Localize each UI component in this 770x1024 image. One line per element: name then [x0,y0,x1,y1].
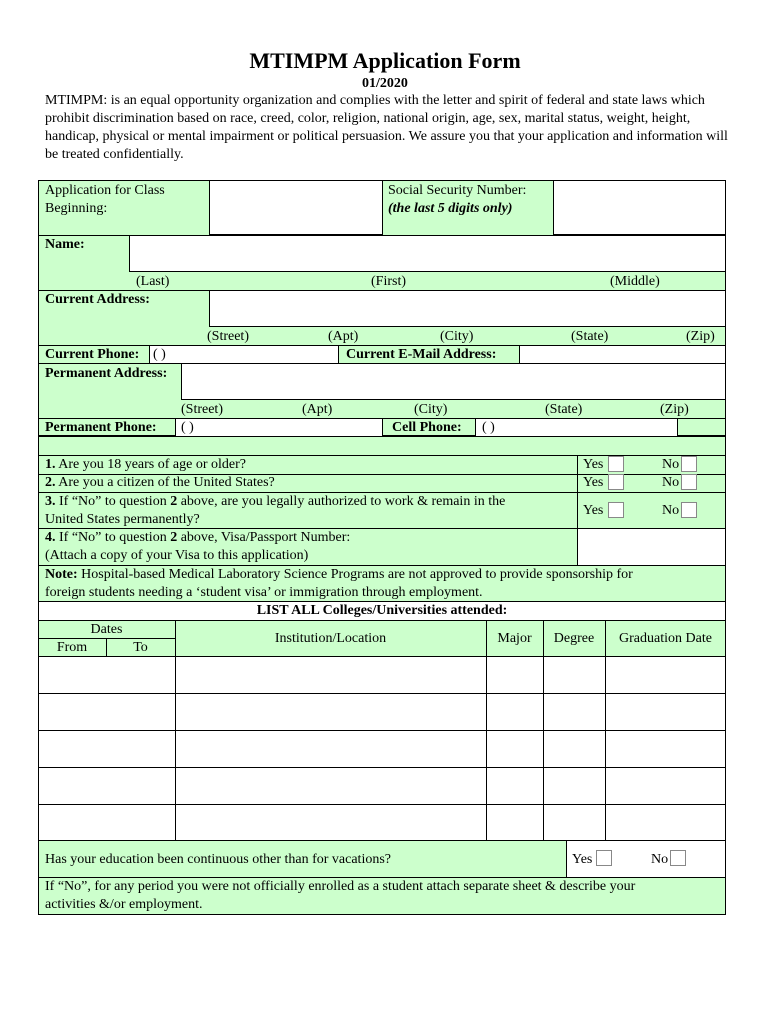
ssn-field[interactable] [553,180,726,235]
table-row [38,693,726,694]
cell-phone-field[interactable] [475,418,678,437]
continuous-no-checkbox[interactable] [670,850,686,866]
q1-yes-label: Yes [583,457,604,472]
q2-no-checkbox[interactable] [681,474,697,490]
question-2: 2. Are you a citizen of the United States? [45,475,275,490]
table-row [38,804,726,805]
col-dates: Dates [90,622,123,637]
current-email-field[interactable] [519,345,726,364]
col-from: From [56,640,88,655]
q3-yes-label: Yes [583,503,604,518]
perm-zip-hint: (Zip) [660,402,689,417]
q2-no-label: No [662,475,680,490]
q1-no-checkbox[interactable] [681,456,697,472]
current-phone-field[interactable] [149,345,339,364]
continuous-yes-label: Yes [572,852,593,867]
col-to: To [133,640,148,655]
col-institution: Institution/Location [274,631,387,646]
cell-phone-parens: ( ) [482,420,495,435]
name-label: Name: [45,237,85,252]
name-middle-hint: (Middle) [610,274,660,289]
street-hint: (Street) [207,329,249,344]
current-phone-parens: ( ) [153,347,166,362]
perm-apt-hint: (Apt) [302,402,333,417]
note-text-line2: foreign students needing a ‘student visa’ or immigration through employment. [45,585,483,600]
if-no-line1: If “No”, for any period you were not officially enrolled as a student attach separate sheet & describe your [45,879,636,894]
zip-hint: (Zip) [686,329,715,344]
apt-hint: (Apt) [328,329,359,344]
question-1: 1. Are you 18 years of age or older? [45,457,246,472]
q1-yes-checkbox[interactable] [608,456,624,472]
question-4-line2: (Attach a copy of your Visa to this application) [45,548,309,563]
continuous-question: Has your education been continuous other than for vacations? [45,852,392,867]
permanent-address-label: Permanent Address: [45,366,168,381]
question-4: 4. If “No” to question 2 above, Visa/Passport Number: [45,530,351,545]
class-beginning-field[interactable] [209,180,383,235]
class-label: Application for Class [45,183,165,198]
class-label-2: Beginning: [45,201,108,216]
q1-no-label: No [662,457,680,472]
if-no-line2: activities &/or employment. [45,897,203,912]
permanent-phone-parens: ( ) [181,420,194,435]
table-row [38,730,726,731]
perm-city-hint: (City) [414,402,448,417]
name-first-hint: (First) [371,274,406,289]
name-last-hint: (Last) [136,274,170,289]
q3-yes-checkbox[interactable] [608,502,624,518]
table-row [38,767,726,768]
ssn-note: (the last 5 digits only) [388,201,513,216]
visa-number-field[interactable] [577,528,726,566]
current-address-field[interactable] [209,290,726,327]
form-date: 01/2020 [362,76,408,91]
col-graduation: Graduation Date [619,631,712,646]
form-title: MTIMPM Application Form [249,48,521,73]
question-3: 3. If “No” to question 2 above, are you legally authorized to work & remain in the [45,494,506,509]
current-address-label: Current Address: [45,292,150,307]
permanent-address-field[interactable] [181,363,726,400]
intro-paragraph: MTIMPM: is an equal opportunity organization and complies with the letter and spirit of federal and state laws which prohibit discrimination based on race, creed, color, religion, national origin, age, sex, marital status, weight, height, handicap, physical or mental impairment or political persuasion. We assure you that your application and information will be treated confidentially. [45,93,728,162]
continuous-no-label: No [651,852,669,867]
name-field[interactable] [129,235,726,272]
q2-yes-label: Yes [583,475,604,490]
city-hint: (City) [440,329,474,344]
cell-phone-label: Cell Phone: [392,420,462,435]
current-email-label: Current E-Mail Address: [346,347,497,362]
perm-street-hint: (Street) [181,402,223,417]
spacer-row [38,436,726,456]
q3-no-label: No [662,503,680,518]
education-heading: LIST ALL Colleges/Universities attended: [256,603,508,618]
perm-state-hint: (State) [545,402,583,417]
continuous-yes-checkbox[interactable] [596,850,612,866]
permanent-phone-field[interactable] [175,418,383,437]
q2-yes-checkbox[interactable] [608,474,624,490]
col-degree: Degree [553,631,595,646]
education-rows[interactable] [38,656,726,841]
state-hint: (State) [571,329,609,344]
ssn-label: Social Security Number: [388,183,527,198]
current-phone-label: Current Phone: [45,347,140,362]
permanent-phone-label: Permanent Phone: [45,420,157,435]
note-text: Note: Hospital-based Medical Laboratory Science Programs are not approved to provide sponsorship for [45,567,633,582]
question-3-line2: United States permanently? [45,512,200,527]
q3-no-checkbox[interactable] [681,502,697,518]
col-major: Major [497,631,532,646]
